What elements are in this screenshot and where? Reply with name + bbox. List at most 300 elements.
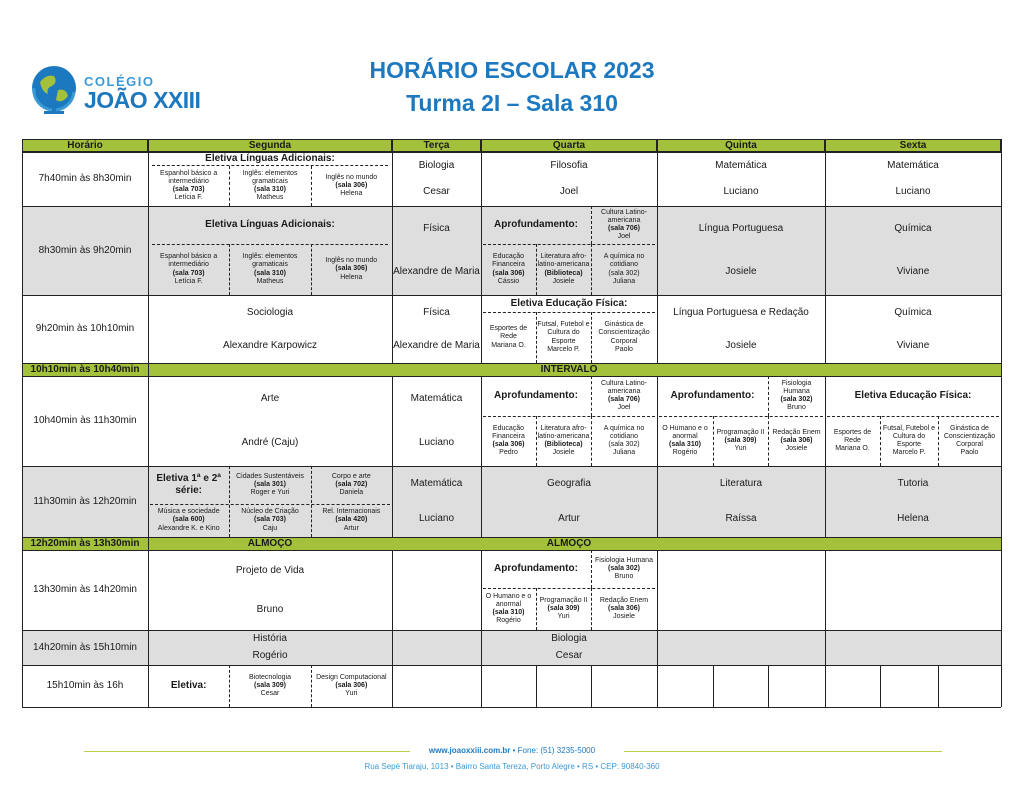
r9-seg-subject: História (253, 633, 287, 645)
r2-seg-dash-v1 (229, 244, 230, 295)
r5-qua-a (481, 416, 536, 466)
r2-seg-b (229, 244, 310, 295)
column-header-5: Sexta (825, 139, 1001, 152)
r6-qua (481, 466, 657, 537)
r2-sex (825, 206, 1001, 295)
r8-seg (148, 550, 392, 630)
r5-qua-b-line: Josiele (552, 449, 575, 457)
r5-qua-b-line: Literatura afro-latino-americana (537, 424, 590, 440)
r1-seg-b-line: Matheus (256, 194, 284, 202)
grid-h-7 (22, 537, 1001, 538)
r6-seg-a-line: (sala 600) (172, 516, 205, 524)
r3-qua-c-line: Paolo (615, 345, 633, 353)
r3-qua-dash-v1 (536, 312, 537, 363)
time-5: 10h40min às 11h30min (33, 415, 137, 426)
r3-qua-a (481, 312, 536, 363)
grid-v-1-b (148, 376, 149, 537)
r10-seg-c (311, 665, 392, 707)
r5-qua-b-line: (Biblioteca) (544, 441, 583, 448)
r6-seg-c (311, 504, 392, 537)
column-header-3: Quarta (481, 139, 657, 152)
r5-qua-dash-v2 (591, 416, 592, 466)
r8-qua-c-line: Redação Enem (599, 596, 649, 604)
r5-seg (148, 376, 392, 466)
r1-seg-a-line: Espanhol básico a intermediário (160, 169, 218, 185)
r5-qui-top (768, 376, 825, 416)
r3-qui-teacher: Josiele (725, 339, 757, 351)
r5-qui-c (768, 416, 825, 466)
r8-qua-dash-v2 (591, 588, 592, 630)
almoco-label-seg: ALMOÇO (247, 537, 293, 549)
r8-qua-b-line: Programação II (539, 596, 588, 604)
grid-v-9-c (825, 550, 826, 707)
r10-seg-dash-v2 (311, 665, 312, 707)
grid-v-3-c (481, 550, 482, 707)
r5-qui-b (713, 416, 768, 466)
r8-qua-dash-v1 (536, 588, 537, 630)
r6-ter (392, 466, 481, 537)
grid-v-band2-r (1001, 537, 1002, 550)
r5-sex-dash-v1 (880, 416, 881, 466)
grid-v-3-a (481, 139, 482, 363)
r1-sex-teacher: Luciano (895, 186, 931, 197)
r2-seg-c-line: Inglês no mundo (325, 257, 378, 265)
time-10: 15h10min às 16h (46, 680, 124, 691)
r6-seg-tc-line: Corpo e arte (331, 472, 371, 480)
r5-ter-subject: Matemática (410, 393, 463, 404)
page-title: HORÁRIO ESCOLAR 2023 (369, 57, 655, 83)
column-header-0: Horário (22, 139, 148, 152)
r2-qua-a-line: (sala 306) (492, 269, 525, 277)
r2-qua-dash-v1 (536, 244, 537, 295)
column-header-1: Segunda (148, 139, 392, 152)
r10-seg-b (229, 665, 310, 707)
grid-h-9 (22, 630, 1001, 631)
grid-v-9-a (825, 139, 826, 363)
grid-v-band-1 (148, 363, 149, 376)
r5-sex-a (825, 416, 880, 466)
almoco-label-qua: ALMOÇO (546, 537, 592, 549)
grid-v-6-b (657, 376, 658, 537)
r5-qua-dash-v1 (536, 416, 537, 466)
r1-seg-c-line: Inglês no mundo (325, 173, 378, 181)
r1-seg-c-line: Helena (340, 190, 363, 198)
r2-qua-c-line: (sala 302) (608, 269, 640, 277)
r2-seg-b-line: Inglês: elementos gramaticais (242, 253, 298, 269)
column-header-4: Quinta (657, 139, 825, 152)
r2-seg-a (148, 244, 229, 295)
r8-qua-a-line: Rogério (496, 617, 521, 625)
r2-qua-a-line: Educação Financeira (492, 253, 525, 269)
grid-v-band-l (22, 363, 23, 376)
r5-qui-a-line: Rogério (672, 449, 698, 457)
r6-seg-tb-line: Roger e Yuri (250, 489, 290, 497)
grid-v-last-8 (768, 665, 769, 707)
r8-qua-a-line: (sala 310) (492, 609, 525, 616)
r6-ter-teacher: Luciano (418, 512, 455, 524)
r5-sex-a-line: Mariana O. (835, 445, 870, 453)
r2-qua-dash-v2 (591, 244, 592, 295)
footer-contact (300, 746, 724, 755)
r5-qua-top-line: (sala 706) (608, 396, 640, 403)
grid-v-9-b (825, 376, 826, 537)
r3-qua-b-line: Marcelo P. (547, 345, 580, 353)
grid-v-1-a (148, 139, 149, 363)
r5-qua-top-line: Joel (617, 404, 631, 412)
r8-qua-title: Aprofundamento: (494, 563, 578, 574)
r3-sex (825, 295, 1001, 363)
r2-qua-b-line: Josiele (552, 277, 575, 285)
r6-seg-b-line: (sala 703) (254, 516, 286, 524)
r3-qua-a-line: Mariana O. (491, 341, 526, 349)
r1-sex (825, 152, 1001, 206)
r5-qua-top (591, 376, 657, 416)
r2-seg-b-line: (sala 310) (254, 269, 286, 277)
r1-qui-teacher: Luciano (723, 186, 759, 197)
r2-qua-top (591, 206, 657, 244)
grid-v-12-b (1001, 376, 1002, 537)
footer-address: Rua Sepé Tiaraju, 1013 • Bairro Santa Tereza, Porto Alegre • RS • CEP: 90840-360 (364, 762, 660, 771)
r3-sex-subject: Química (894, 306, 932, 318)
r5-qui-c-line: (sala 306) (780, 436, 813, 444)
grid-v-last-7 (713, 665, 714, 707)
r2-ter-teacher: Alexandre de Maria (393, 266, 480, 278)
r2-seg-dash-v2 (311, 244, 312, 295)
r10-seg-c-line: Design Computacional (316, 673, 387, 681)
r1-qua (481, 152, 657, 206)
time-7: 12h20min às 13h30min (30, 537, 140, 549)
r6-qua-subject: Geografia (547, 478, 591, 490)
footer-website[interactable]: www.joaoxxiii.com.br (428, 746, 511, 755)
r8-qua-b-line: (sala 309) (547, 604, 580, 612)
r2-seg-c-line: Helena (340, 273, 363, 281)
r1-sex-subject: Matemática (887, 160, 939, 171)
r6-seg-tb-line: (sala 301) (254, 480, 286, 488)
r5-qui-top-line: (sala 302) (780, 396, 813, 403)
r5-qui-top-dash (768, 376, 769, 416)
r8-qua-top-line: (sala 302) (608, 564, 640, 572)
r6-seg-a-line: Música e sociedade (157, 508, 220, 516)
grid-v-band-r (1001, 363, 1002, 376)
time-1: 7h40min às 8h30min (38, 173, 132, 184)
r1-qua-subject: Filosofia (550, 160, 588, 171)
r5-qui-dash-v1 (713, 416, 714, 466)
r8-seg-teacher: Bruno (256, 603, 284, 615)
r6-seg-dash-v1 (229, 466, 230, 537)
r1-seg-b (229, 166, 310, 206)
r2-seg-a-line: Espanhol básico a intermediário (160, 253, 218, 269)
grid-h-0 (22, 139, 1001, 140)
r3-sex-teacher: Viviane (896, 339, 930, 351)
r2-qua-top-line: (sala 706) (608, 225, 640, 232)
logo-bottom-text: JOÃO XXIII (84, 87, 201, 113)
r5-sex-c (938, 416, 1001, 466)
r8-qua-a-line: O Humano e o anormal (485, 592, 532, 608)
r5-qua-c-line: A química no cotidiano (603, 424, 645, 440)
footer-phone: • Fone: (51) 3235-5000 (510, 746, 596, 755)
r3-qui (657, 295, 825, 363)
r3-ter (392, 295, 481, 363)
grid-v-0-b (22, 376, 23, 537)
r6-seg-tc-line: (sala 702) (335, 480, 368, 488)
grid-v-band2-l (22, 537, 23, 550)
r3-seg-subject: Sociologia (246, 306, 294, 318)
r2-ter-subject: Física (423, 222, 450, 234)
r5-ter (392, 376, 481, 466)
r6-seg-tc (311, 466, 392, 504)
r2-qui (657, 206, 825, 295)
time-9: 14h20min às 15h10min (33, 641, 137, 653)
r1-seg-title: Eletiva Línguas Adicionais: (205, 152, 335, 164)
r2-seg-a-line: (sala 703) (172, 269, 205, 277)
r5-qua-c-line: Juliana (612, 449, 636, 457)
r3-qua-a-line: Esportes de Rede (489, 325, 528, 341)
r6-seg-c-line: Artur (343, 524, 359, 532)
r10-seg-dash-v1 (229, 665, 230, 707)
r2-qua-c-line: Juliana (612, 277, 636, 285)
r5-ter-teacher: Luciano (418, 437, 455, 448)
r1-seg-a-line: Letícia F. (174, 194, 203, 202)
r6-seg-c-line: Rel. Internacionais (322, 508, 381, 516)
school-logo (28, 62, 208, 118)
r5-qua-top-dash (591, 376, 592, 416)
r6-seg-b-line: Núcleo de Criação (241, 508, 299, 516)
grid-v-0-a (22, 139, 23, 363)
r8-qua-top-line: Bruno (614, 573, 634, 581)
r5-qua-a-line: (sala 306) (492, 441, 525, 448)
r3-qua-b-line: Futsal, Futebol e Cultura do Esporte (537, 321, 590, 345)
r10-seg-b-line: Biotecnologia (248, 673, 291, 681)
r8-qua-c-line: Josiele (613, 613, 635, 621)
r2-qua-b-line: Literatura afro-latino-americana (537, 253, 590, 269)
r6-seg-tc-line: Daniela (339, 489, 364, 497)
r5-qui-a-line: O Humano e o anormal (662, 424, 708, 440)
row-shade-9b (657, 630, 1001, 665)
r2-qua-c-line: A química no cotidiano (603, 253, 645, 269)
intervalo-label: INTERVALO (540, 363, 598, 375)
r8-qua-b (536, 588, 591, 630)
r5-qui-a (657, 416, 713, 466)
r8-qua-c-line: (sala 306) (608, 604, 640, 612)
r10-seg-c-line: Yuri (345, 690, 358, 698)
r8-seg-subject: Projeto de Vida (235, 564, 305, 576)
r5-qui-title: Aprofundamento: (670, 390, 755, 401)
r6-seg-title: Eletiva 1ª e 2ª série: (156, 473, 221, 496)
r5-qua-title: Aprofundamento: (494, 390, 578, 401)
r2-seg-c-line: (sala 306) (335, 265, 368, 273)
r2-seg-c (311, 244, 392, 295)
r6-ter-subject: Matemática (410, 478, 463, 490)
r6-qua-teacher: Artur (558, 512, 580, 524)
r3-ter-teacher: Alexandre de Maria (393, 339, 480, 351)
r2-qui-subject: Língua Portuguesa (698, 222, 784, 234)
r1-seg-a (148, 166, 229, 206)
r6-qui-teacher: Raíssa (725, 512, 757, 524)
grid-v-last-10 (880, 665, 881, 707)
r5-sex-b (880, 416, 938, 466)
r2-qui-teacher: Josiele (725, 266, 757, 278)
r5-qua-c-line: (sala 302) (608, 441, 640, 448)
r9-seg-teacher: Rogério (252, 649, 288, 661)
r2-qua-b-line: (Biblioteca) (544, 269, 583, 277)
r3-qua-b (536, 312, 591, 363)
r5-sex-c-line: Ginástica de Conscientização Corporal (943, 424, 996, 448)
r5-sex-b-line: Futsal, Futebol e Cultura do Esporte (882, 424, 936, 448)
r2-ter (392, 206, 481, 295)
r6-qui (657, 466, 825, 537)
column-header-2: Terça (392, 139, 481, 152)
grid-v-12-a (1001, 139, 1002, 363)
r2-seg-a-line: Letícia F. (174, 277, 203, 285)
r6-seg-b (229, 504, 310, 537)
time-6: 11h30min às 12h20min (33, 495, 137, 507)
r5-qui-top-line: Fisiologia Humana (781, 379, 812, 395)
grid-h-8 (22, 550, 1001, 551)
r2-qua-a (481, 244, 536, 295)
time-2: 8h30min às 9h20min (38, 244, 132, 256)
grid-v-last-5 (591, 665, 592, 707)
r1-seg-c-line: (sala 306) (335, 181, 368, 189)
r5-qua-a-line: Educação Financeira (492, 424, 525, 440)
r1-seg-c (311, 166, 392, 206)
grid-h-5 (22, 376, 1001, 377)
r6-qui-subject: Literatura (719, 478, 763, 490)
r5-sex-dash-v2 (938, 416, 939, 466)
r5-qui-b-line: (sala 309) (724, 436, 757, 444)
r1-ter-teacher: Cesar (423, 186, 450, 197)
r9-seg (148, 630, 392, 665)
r9-qua-teacher: Cesar (555, 649, 583, 661)
r5-qua-top-line: Cultura Latino-americana (601, 379, 647, 395)
r5-sex-title: Eletiva Educação Física: (854, 390, 972, 401)
r5-qui-c-line: Josiele (785, 445, 808, 453)
r5-seg-teacher: André (Caju) (241, 437, 299, 448)
time-3: 9h20min às 10h10min (35, 323, 135, 334)
grid-v-2-a (392, 139, 393, 363)
r6-seg-tb (229, 466, 310, 504)
r3-qua-title: Eletiva Educação Física: (510, 297, 628, 309)
r2-qua-top-dash (591, 206, 592, 244)
r6-sex-teacher: Helena (897, 512, 929, 524)
r6-sex (825, 466, 1001, 537)
r2-qua-c (591, 244, 657, 295)
grid-h-10 (22, 665, 1001, 666)
grid-v-6-c (657, 550, 658, 707)
grid-h-6 (22, 466, 1001, 467)
r5-seg-subject: Arte (260, 393, 280, 404)
r2-seg-title: Eletiva Línguas Adicionais: (205, 219, 335, 230)
grid-h-3 (22, 295, 1001, 296)
r9-qua-subject: Biologia (551, 633, 587, 645)
grid-v-2-c (392, 550, 393, 707)
r2-qua-title: Aprofundamento: (494, 219, 578, 230)
grid-v-12-c (1001, 550, 1002, 707)
r2-sex-teacher: Viviane (896, 266, 930, 278)
r1-seg-dash-v2 (311, 166, 312, 206)
r3-qua-c-line: Ginástica de Conscientização Corporal (598, 321, 650, 345)
r1-qua-teacher: Joel (559, 186, 579, 197)
r1-seg-dash-v1 (229, 166, 230, 206)
grid-h-2 (22, 206, 1001, 207)
r3-qui-subject: Língua Portuguesa e Redação (673, 306, 809, 318)
r1-ter (392, 152, 481, 206)
r1-qui-subject: Matemática (715, 160, 767, 171)
r2-seg-b-line: Matheus (256, 277, 284, 285)
r5-qua-c (591, 416, 657, 466)
r10-seg-c-line: (sala 306) (335, 681, 368, 689)
grid-v-last-11 (938, 665, 939, 707)
grid-v-2-b (392, 376, 393, 537)
r10-seg-b-line: (sala 309) (254, 681, 286, 689)
r2-qua-top-line: Joel (617, 233, 631, 241)
r5-sex-b-line: Marcelo P. (892, 449, 926, 457)
r6-seg-a (148, 504, 229, 537)
r5-qui-c-line: Redação Enem (772, 428, 821, 436)
r6-seg-c-line: (sala 420) (335, 516, 368, 524)
r8-qua-c (591, 588, 657, 630)
r6-seg-tb-line: Cidades Sustentáveis (236, 472, 304, 480)
grid-v-3-b (481, 376, 482, 537)
r8-qua-top-dash (591, 550, 592, 588)
grid-h-11 (22, 707, 1001, 708)
r9-qua (481, 630, 657, 665)
r8-qua-top-line: Fisiologia Humana (595, 556, 653, 564)
r3-qua-dash-v2 (591, 312, 592, 363)
r5-qui-dash-v2 (768, 416, 769, 466)
r10-seg-b-line: Cesar (260, 690, 280, 698)
grid-v-last-4 (536, 665, 537, 707)
r2-sex-subject: Química (894, 222, 932, 234)
r5-qua-b (536, 416, 591, 466)
r5-sex-a-line: Esportes de Rede (833, 428, 872, 444)
r1-seg-b-line: Inglês: elementos gramaticais (242, 169, 298, 185)
r8-qua-a (481, 588, 536, 630)
r2-qua-a-line: Cássio (497, 277, 520, 285)
r8-qua-b-line: Yuri (557, 613, 570, 621)
grid-v-6-a (657, 139, 658, 363)
r1-ter-subject: Biologia (418, 160, 455, 171)
grid-v-band2-1 (148, 537, 149, 550)
grid-h-1 (22, 152, 1001, 153)
r3-seg-teacher: Alexandre Karpowicz (223, 339, 317, 351)
grid-h-4 (22, 363, 1001, 364)
r6-sex-subject: Tutoria (897, 478, 929, 490)
r6-seg-dash-v2 (311, 466, 312, 537)
r3-qua-c (591, 312, 657, 363)
time-8: 13h30min às 14h20min (33, 584, 137, 595)
r5-qua-a-line: Pedro (499, 449, 518, 457)
page-subtitle: Turma 2I – Sala 310 (406, 90, 618, 116)
r1-qui (657, 152, 825, 206)
r5-qui-a-line: (sala 310) (669, 441, 701, 448)
r3-ter-subject: Física (423, 306, 450, 318)
r8-qua-top (591, 550, 657, 588)
r3-seg (148, 295, 392, 363)
logo-top-text: COLÉGIO (84, 74, 155, 89)
grid-v-1-c (148, 550, 149, 707)
r2-qua-top-line: Cultura Latino-americana (601, 208, 647, 224)
r5-qui-b-line: Programação II (716, 428, 765, 436)
r1-seg-b-line: (sala 310) (254, 186, 286, 193)
r5-qui-b-line: Yuri (734, 445, 747, 453)
r6-seg-b-line: Caju (262, 524, 278, 532)
r5-qui-top-line: Bruno (787, 404, 806, 412)
globe-icon (28, 62, 82, 116)
grid-v-0-c (22, 550, 23, 707)
r5-sex-c-line: Paolo (960, 449, 979, 457)
time-4: 10h10min às 10h40min (30, 363, 140, 375)
r1-seg-a-line: (sala 703) (172, 186, 205, 193)
